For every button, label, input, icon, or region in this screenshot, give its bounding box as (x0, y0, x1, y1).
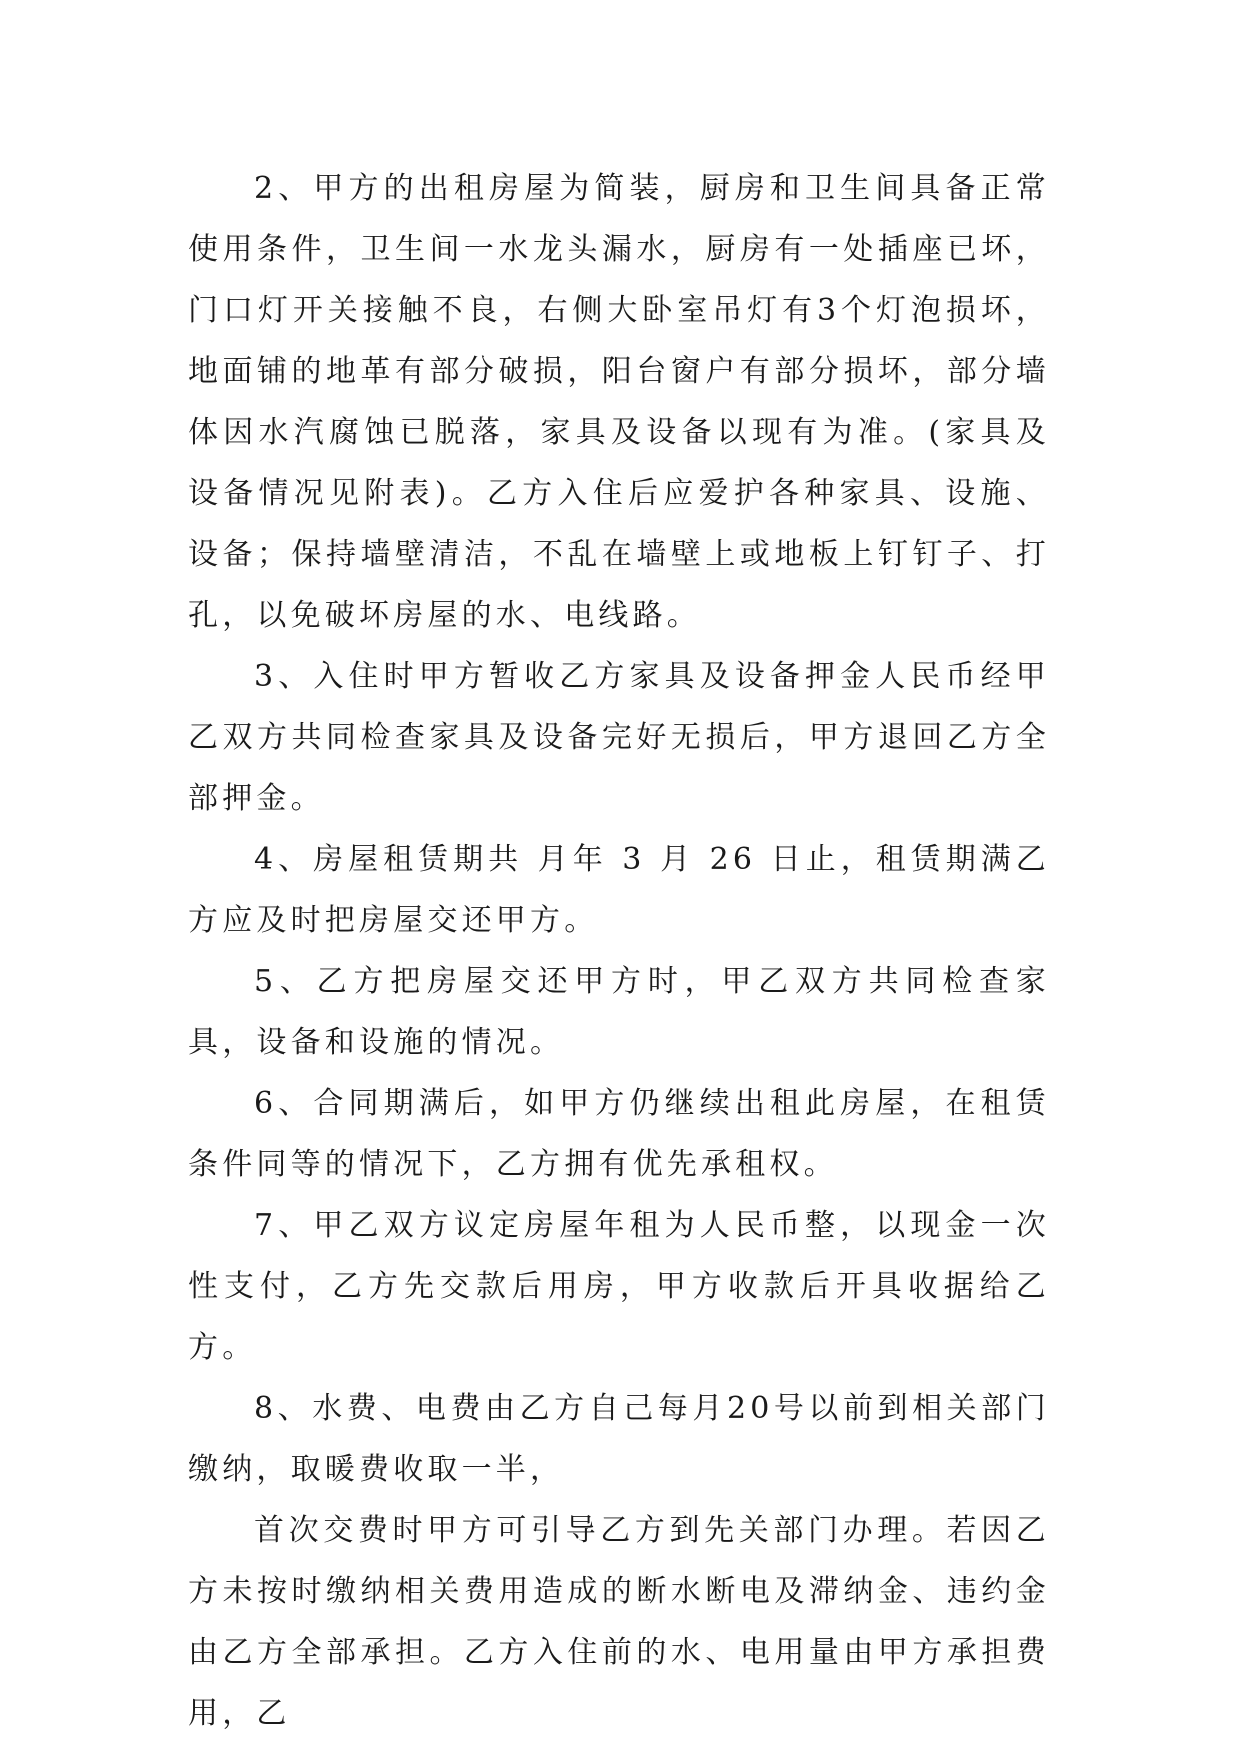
paragraph-clause-4: 4、房屋租赁期共 月年 3 月 26 日止，租赁期满乙方应及时把房屋交还甲方。 (188, 842, 1050, 938)
paragraph-clause-6: 6、合同期满后，如甲方仍继续出租此房屋，在租赁条件同等的情况下，乙方拥有优先承租权。 (188, 1086, 1050, 1182)
paragraph-clause-2: 2、甲方的出租房屋为简装，厨房和卫生间具备正常使用条件，卫生间一水龙头漏水，厨房有一处插座已坏，门口灯开关接触不良，右侧大卧室吊灯有3个灯泡损坏，地面铺的地革有部分破损，阳台窗户有部分损坏，部分墙体因水汽腐蚀已脱落，家具及设备以现有为准。(家具及设备情况见附表)。乙方入住后应爱护各种家具、设施、设备；保持墙壁清洁，不乱在墙壁上或地板上钉钉子、打孔，以免破坏房屋的水、电线路。 (188, 171, 1050, 633)
paragraph-clause-8: 8、水费、电费由乙方自己每月20号以前到相关部门缴纳，取暖费收取一半， (188, 1391, 1050, 1487)
paragraph-clause-5: 5、乙方把房屋交还甲方时，甲乙双方共同检查家具，设备和设施的情况。 (188, 964, 1050, 1060)
paragraph-clause-8-continued: 首次交费时甲方可引导乙方到先关部门办理。若因乙方未按时缴纳相关费用造成的断水断电及滞纳金、违约金由乙方全部承担。乙方入住前的水、电用量由甲方承担费用，乙 (188, 1513, 1050, 1731)
paragraph-clause-3: 3、入住时甲方暂收乙方家具及设备押金人民币经甲乙双方共同检查家具及设备完好无损后，甲方退回乙方全部押金。 (188, 659, 1050, 816)
paragraph-clause-7: 7、甲乙双方议定房屋年租为人民币整，以现金一次性支付，乙方先交款后用房，甲方收款后开具收据给乙方。 (188, 1208, 1050, 1365)
document-body (188, 158, 1050, 1744)
